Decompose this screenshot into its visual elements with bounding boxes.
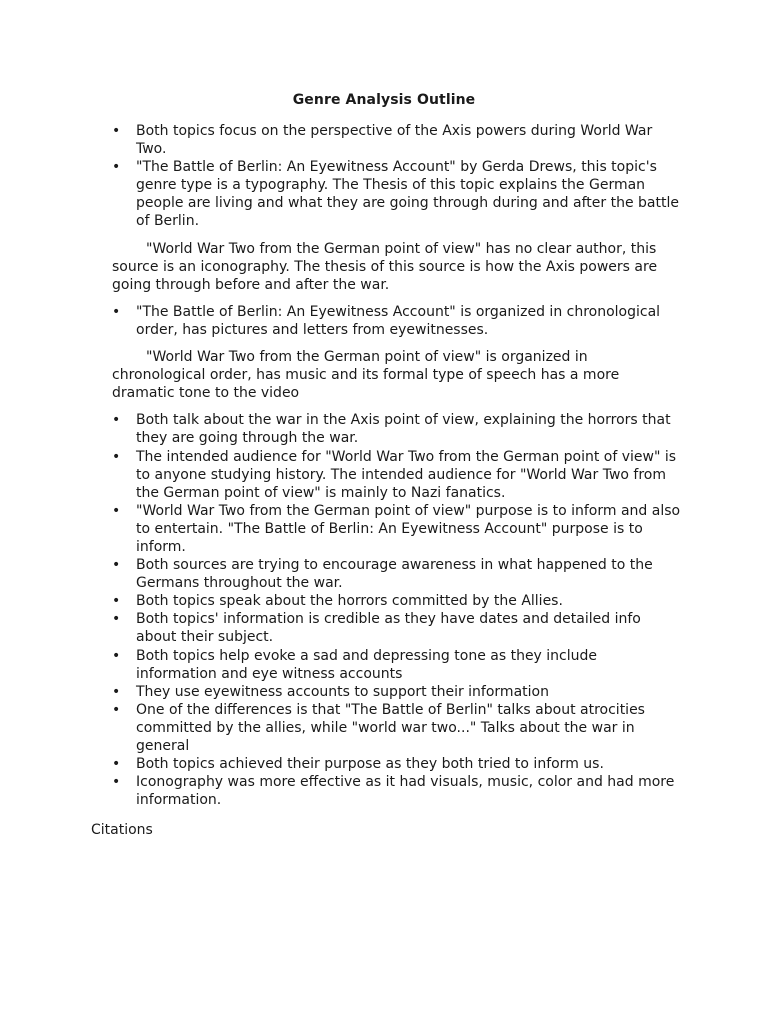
list-item: • Both topics' information is credible as they have dates and detailed info about their subject. bbox=[112, 610, 682, 646]
bullet-list-1 bbox=[112, 122, 682, 231]
document-title: Genre Analysis Outline bbox=[292, 92, 476, 108]
list-item: • "World War Two from the German point of view" purpose is to inform and also to entertain. "The Battle of Berlin: An Eyewitness Account" purpose is to inform. bbox=[112, 502, 682, 556]
body-paragraph: "World War Two from the German point of view" is organized in chronological order, has music and its formal type of speech has a more dramatic tone to the video bbox=[112, 349, 620, 402]
list-item: • Both topics help evoke a sad and depressing tone as they include information and eye witness accounts bbox=[112, 647, 682, 683]
list-item: • "The Battle of Berlin: An Eyewitness Account" by Gerda Drews, this topic's genre type is a typography. The Thesis of this topic explains the German people are living and what they are going through during and after the battle of Berlin. bbox=[112, 158, 682, 230]
list-item: • Iconography was more effective as it had visuals, music, color and had more information. bbox=[112, 773, 682, 809]
document-body bbox=[112, 122, 682, 809]
list-item: • They use eyewitness accounts to support their information bbox=[112, 683, 682, 701]
list-item: • Both topics speak about the horrors committed by the Allies. bbox=[112, 592, 682, 610]
list-item: • Both topics focus on the perspective of the Axis powers during World War Two. bbox=[112, 122, 682, 158]
list-item: • One of the differences is that "The Battle of Berlin" talks about atrocities committed by the allies, while "world war two..." Talks about the war in general bbox=[112, 701, 682, 755]
list-item: • The intended audience for "World War Two from the German point of view" is to anyone studying history. The intended audience for "World War Two from the German point of view" is mainly to Nazi fanatics. bbox=[112, 448, 682, 502]
body-paragraph: "World War Two from the German point of view" has no clear author, this source is an iconography. The thesis of this source is how the Axis powers are going through before and after the war. bbox=[112, 240, 658, 293]
list-item: • Both topics achieved their purpose as they both tried to inform us. bbox=[112, 755, 682, 773]
list-item: • Both sources are trying to encourage awareness in what happened to the Germans throughout the war. bbox=[112, 556, 682, 592]
list-item: • "The Battle of Berlin: An Eyewitness Account" is organized in chronological order, has pictures and letters from eyewitnesses. bbox=[112, 303, 682, 339]
bullet-list-3 bbox=[112, 411, 682, 809]
citations-heading: Citations bbox=[91, 822, 153, 838]
list-item: • Both talk about the war in the Axis point of view, explaining the horrors that they are going through the war. bbox=[112, 411, 682, 447]
bullet-list-2 bbox=[112, 303, 682, 339]
